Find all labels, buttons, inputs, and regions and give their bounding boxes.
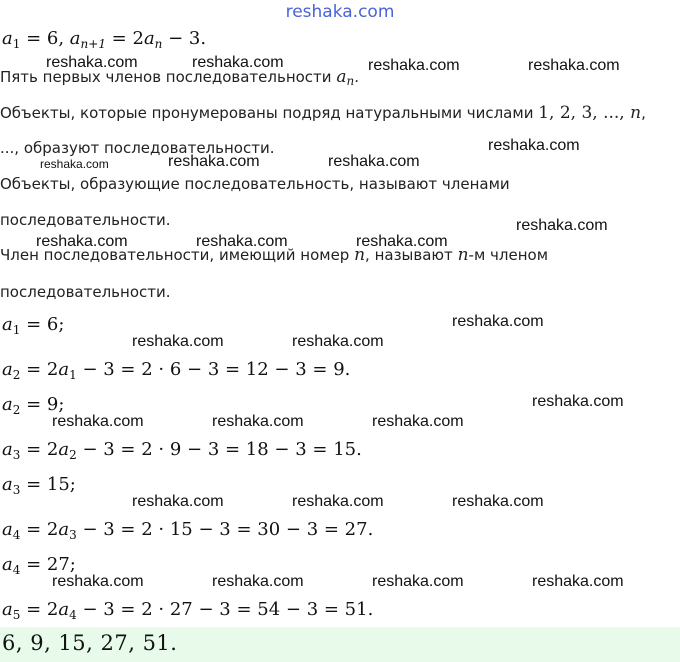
subscript: n: [346, 74, 355, 88]
watermark: reshaka.com: [292, 333, 384, 350]
step-expr: = 27;: [20, 554, 76, 575]
step-a4-calc: [2, 519, 373, 540]
var-a: a: [2, 394, 13, 415]
step-expr: = 2: [20, 439, 59, 460]
step-a1: [2, 314, 64, 335]
watermark: reshaka.com: [132, 333, 224, 350]
var-a: a: [58, 599, 70, 620]
subscript: 4: [12, 563, 21, 577]
watermark: reshaka.com: [168, 153, 260, 170]
var-n: n: [354, 245, 366, 265]
step-a3: [2, 474, 76, 495]
watermark: reshaka.com: [532, 573, 624, 590]
answer-text: 6, 9, 15, 27, 51.: [2, 631, 178, 655]
watermark: reshaka.com: [52, 413, 144, 430]
watermark: reshaka.com: [452, 493, 544, 510]
watermark: reshaka.com: [196, 233, 288, 250]
subscript: n: [154, 37, 163, 51]
watermark: reshaka.com: [212, 573, 304, 590]
subscript: 1: [12, 37, 21, 51]
definition-1-line2: ..., образуют последовательности.: [0, 139, 275, 157]
step-a2: [2, 394, 64, 415]
var-a: a: [336, 67, 347, 87]
step-expr: = 9;: [20, 394, 65, 415]
intro-text: Пять первых членов последовательности: [0, 68, 337, 86]
step-expr: − 3 = 2 · 15 − 3 = 30 − 3 = 27.: [76, 519, 374, 540]
definition-2-line2: последовательности.: [0, 211, 171, 229]
answer-box: [0, 627, 680, 662]
var-a: a: [58, 519, 70, 540]
subscript: 5: [12, 608, 21, 622]
definition-1-line1: [0, 103, 646, 123]
definition-2-line1: Объекты, образующие последовательность, называют членами: [0, 175, 510, 193]
var-a: a: [2, 474, 13, 495]
site-header-link[interactable]: reshaka.com: [285, 2, 395, 22]
step-a3-calc: [2, 439, 362, 460]
step-a2-calc: [2, 359, 350, 380]
subscript: 2: [12, 403, 21, 417]
definition-numbers: 1, 2, 3, ...,: [538, 103, 631, 123]
watermark: reshaka.com: [40, 157, 109, 171]
watermark: reshaka.com: [46, 54, 138, 71]
subscript: 3: [12, 448, 21, 462]
formula-part: − 3.: [162, 28, 207, 49]
subscript: n+1: [80, 37, 106, 51]
formula-part: = 6,: [20, 28, 70, 49]
var-a: a: [2, 599, 13, 620]
subscript: 2: [12, 368, 21, 382]
var-a: a: [2, 439, 13, 460]
step-expr: − 3 = 2 · 9 − 3 = 18 − 3 = 15.: [76, 439, 362, 460]
step-a5-calc: [2, 599, 373, 620]
watermark: reshaka.com: [368, 57, 460, 74]
definition-text: Член последовательности, имеющий номер: [0, 246, 355, 264]
watermark: reshaka.com: [36, 233, 128, 250]
step-expr: = 15;: [20, 474, 76, 495]
step-expr: − 3 = 2 · 6 − 3 = 12 − 3 = 9.: [76, 359, 351, 380]
watermark: reshaka.com: [372, 573, 464, 590]
subscript: 1: [69, 368, 77, 382]
watermark: reshaka.com: [192, 54, 284, 71]
var-a: a: [2, 519, 13, 540]
watermark: reshaka.com: [528, 57, 620, 74]
var-a: a: [69, 28, 81, 49]
watermark: reshaka.com: [372, 413, 464, 430]
var-n: n: [457, 245, 469, 265]
subscript: 2: [69, 448, 77, 462]
watermark: reshaka.com: [452, 313, 544, 330]
subscript: 4: [12, 528, 21, 542]
var-a: a: [2, 554, 13, 575]
var-a: a: [2, 359, 13, 380]
step-expr: = 6;: [20, 314, 65, 335]
watermark: reshaka.com: [516, 217, 608, 234]
watermark: reshaka.com: [292, 493, 384, 510]
step-expr: − 3 = 2 · 27 − 3 = 54 − 3 = 51.: [76, 599, 374, 620]
definition-3-line2: последовательности.: [0, 283, 171, 301]
watermark: reshaka.com: [212, 413, 304, 430]
intro-text: .: [354, 68, 359, 86]
definition-text: -м членом: [468, 246, 549, 264]
definition-text: , называют: [365, 246, 458, 264]
definition-text: Объекты, которые пронумерованы подряд натуральными числами: [0, 104, 539, 122]
step-expr: = 2: [20, 519, 59, 540]
watermark: reshaka.com: [132, 493, 224, 510]
subscript: 4: [69, 608, 77, 622]
definition-text: ,: [641, 104, 646, 122]
var-a: a: [2, 28, 13, 49]
var-n: n: [630, 103, 642, 123]
var-a: a: [58, 359, 70, 380]
watermark: reshaka.com: [356, 233, 448, 250]
watermark: reshaka.com: [532, 393, 624, 410]
var-a: a: [2, 314, 13, 335]
formula-part: = 2: [105, 28, 144, 49]
subscript: 3: [69, 528, 77, 542]
subscript: 1: [12, 323, 21, 337]
step-expr: = 2: [20, 359, 59, 380]
var-a: a: [143, 28, 155, 49]
subscript: 3: [12, 483, 21, 497]
step-expr: = 2: [20, 599, 59, 620]
recurrence-formula: [2, 28, 206, 49]
step-a4: [2, 554, 76, 575]
var-a: a: [58, 439, 70, 460]
watermark: reshaka.com: [488, 137, 580, 154]
watermark: reshaka.com: [52, 573, 144, 590]
watermark: reshaka.com: [328, 153, 420, 170]
